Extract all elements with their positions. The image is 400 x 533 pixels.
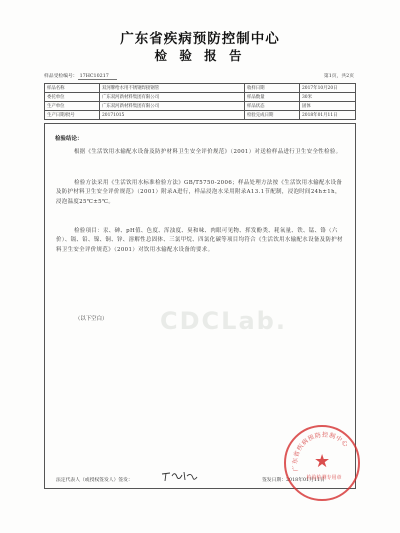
conclusion-paragraph: 根据《生活饮用水输配水设备及防护材料卫生安全评价规范》（2001）对送检样品进行卫生安全性检验。 xyxy=(74,149,342,155)
conclusion-paragraph: 检验项目：汞、砷、pH值、色度、浑浊度、臭和味、肉眼可见物、挥发酚类、耗氧量、铁、锰、铬（六价）、镉、铅、镍、铜、锌、溶解性总固体、三氯甲烷、四氯化碳等项目均符合《生活饮用水输配水设备及防护材料卫生安全评价规范》（2001）对饮用水输配水设备的要求。 xyxy=(56,228,343,253)
seal-subtitle: 检验检测专用章 xyxy=(306,475,342,481)
sample-number xyxy=(44,72,117,79)
official-seal xyxy=(284,425,360,501)
info-cell-label: 生产单位 xyxy=(45,102,100,111)
blank-note: （以下空白） xyxy=(75,316,108,322)
organization-name: 广东省疾病预防控制中心 xyxy=(120,31,280,47)
info-cell-value: 广东双河新材料集团有限公司 xyxy=(100,102,245,111)
info-cell-value2: 30米 xyxy=(300,93,356,102)
conclusion-paragraph: 检验方法采用《生活饮用水标准检验方法》GB/T5750-2006；样品处理方法按《生活饮用水输配水设备及防护材料卫生安全评价规范》（2001）附录A进行，样品浸泡水采用附录A13.1节配制，浸泡时间24h±1h，浸泡温度25℃±5℃。 xyxy=(56,180,343,205)
info-cell-value: 双河牌给水用不锈钢焊接钢管 xyxy=(100,84,245,93)
info-cell-label: 样品名称 xyxy=(45,84,100,93)
info-cell-label2: 检验完成日期 xyxy=(245,111,300,120)
issue-date-value: 2018年01月11日 xyxy=(286,478,325,483)
info-row xyxy=(45,111,356,120)
sample-number-label: 样品受检编号： xyxy=(44,74,78,79)
info-row xyxy=(45,84,356,93)
info-row xyxy=(45,93,356,102)
watermark: CDCLab. xyxy=(160,307,287,335)
svg-text:广东省疾病预防控制中心: 广东省疾病预防控制中心 xyxy=(291,431,350,472)
conclusion-heading: 检验结论： xyxy=(55,136,83,142)
info-cell-label2: 收样日期 xyxy=(245,84,300,93)
info-cell-label2: 样品数量 xyxy=(245,93,300,102)
info-cell-value2: 固体 xyxy=(300,102,356,111)
info-cell-value: 20171015 xyxy=(100,111,245,120)
signatory-label: 法定代表人（或授权签发人）签发： xyxy=(56,478,133,483)
page-indicator: 第1页，共2页 xyxy=(323,74,354,79)
info-cell-value: 广东双河新材料集团有限公司 xyxy=(100,93,245,102)
sample-info-table xyxy=(44,83,356,120)
report-title: 检 验 报 告 xyxy=(154,48,246,63)
info-cell-label2: 样品状态 xyxy=(245,102,300,111)
info-cell-value2: 2018年01月11日 xyxy=(300,111,356,120)
issue-date-label: 签发日期： xyxy=(262,478,286,483)
info-row xyxy=(45,102,356,111)
info-cell-value2: 2017年10月20日 xyxy=(300,84,356,93)
handwritten-signature xyxy=(160,468,200,484)
info-cell-label: 委托单位 xyxy=(45,93,100,102)
info-cell-label: 生产日期/批号 xyxy=(45,111,100,120)
seal-star-icon: ★ xyxy=(314,451,331,472)
sample-number-value: 17HC10217 xyxy=(78,74,117,80)
